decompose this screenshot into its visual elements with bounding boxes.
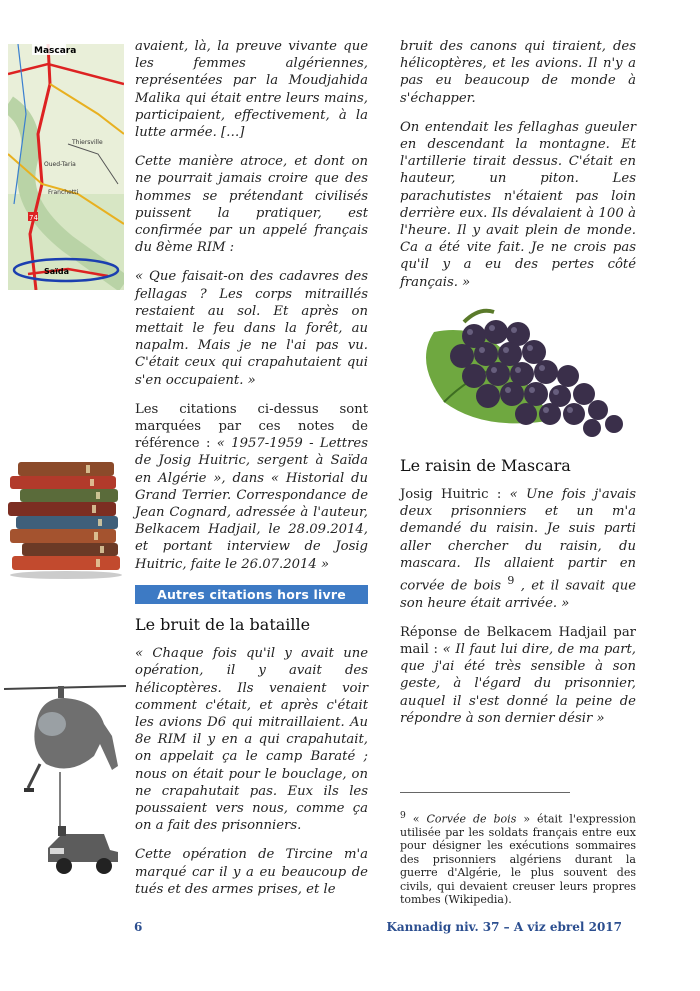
footnote-open-quote: «	[405, 812, 427, 826]
column-left	[135, 38, 368, 910]
col2-paragraph-2: On entendait les fellaghas gueuler en descendant la montagne. Et l'artillerie tirait dessus. C'était en hauteur, un piton. Les parachutistes n'étaient pas loin derrière eux. Ils dévalaient à 100 à l'heure. Il y avait plein de monde. Ca a été vite fait. Je ne crois pas qu'il y a eu des pertes côté français. »	[400, 119, 636, 290]
map-city-mascara: Mascara	[34, 46, 77, 56]
heading-raisin-mascara: Le raisin de Mascara	[400, 455, 571, 475]
col2-huitric-text: « Une fois j'avais deux prisonniers et un m'a demandé du raisin. Je suis parti aller chercher du raisin, du mascara. Ils allaient partir en corvée de bois	[400, 487, 636, 594]
col1-quote-operation: « Chaque fois qu'il y avait une opération, il y avait des hélicoptères. Ils venaient voir comment c'était, et après c'était les avions D6 qui mitraillaient. Au 8e RIM il y en a qui crapahutait, on appelait ça le camp Baraté ; nous on était pour le bouclage, on ne crapahutait pas. Eux ils les poussaient vers nous, comme ça on a fait des prisonniers.	[135, 646, 368, 834]
col2-paragraph-1: bruit des canons qui tiraient, des hélicoptères, et les avions. Il n'y a pas eu beaucoup de monde à s'échapper.	[400, 39, 636, 106]
heading-bruit-bataille: Le bruit de la bataille	[135, 614, 311, 634]
footnote-ref[interactable]: 9	[507, 574, 515, 588]
footnote-term: Corvée de bois	[426, 812, 517, 826]
column-right	[400, 38, 636, 739]
col1-quote-tircine: Cette opération de Tircine m'a marqué car il y a eu beaucoup de tués et des armes prises, et le	[135, 847, 368, 897]
col1-references-detail: « 1957-1959 - Lettres de Josig Huitric, sergent à Saïda en Algérie », dans « Historial du Grand Terrier. Correspondance de Jean Cognard, adressée à l'auteur, Belkacem Hadjail, le 28.09.2014, et portant interview de Josig Huitric, faite le 26.07.2014 »	[135, 436, 368, 572]
section-banner: Autres citations hors livre	[135, 585, 368, 604]
col1-quote-napalm: « Que faisait-on des cadavres des fellagas ? Les corps mitraillés restaient au sol. Et après on mettait le feu dans la forêt, au napalm. Mais je ne l'ai pas vu. C'était ceux qui crapahutaient qui s'en occupaient. »	[135, 269, 368, 388]
map-image	[8, 44, 124, 290]
col2-hadjail-intro: Réponse de Belkacem Hadjail par mail :	[400, 624, 636, 658]
map-label-oued-taria: Oued-Taria	[44, 161, 76, 168]
footnote-text: » était l'expression utilisée par les soldats français entre eux pour désigner les exécutions sommaires des prisonniers algériens durant la guerre d'Algérie, le plus souvent des civils, qui devaient creuser leurs propres tombes (Wikipedia).	[400, 812, 636, 907]
footnote-divider	[400, 792, 570, 793]
col2-hadjail-reply	[400, 624, 636, 727]
footnote-number: 9	[400, 810, 406, 821]
map-road-74: 74	[29, 214, 38, 222]
books-image	[6, 462, 126, 580]
footnote	[400, 809, 636, 907]
col1-references	[135, 401, 368, 573]
col1-paragraph-1: avaient, là, la preuve vivante que les femmes algériennes, représentées par la Moudjahida Malika qui était entre leurs mains, participaient, effectivement, à la lutte armée. […]	[135, 39, 368, 141]
page-number: 6	[134, 920, 143, 934]
col1-references-intro: Les citations ci-dessus sont marquées par ces notes de référence :	[135, 401, 368, 452]
map-label-thiersville: Thiersville	[72, 139, 103, 146]
journal-title: Kannadig niv. 37 – A viz ebrel 2017	[386, 920, 622, 934]
grapes-spacer	[400, 303, 636, 455]
map-city-saida: Saïda	[44, 267, 70, 276]
col2-huitric-quote	[400, 486, 636, 612]
col2-huitric-end: , et il savait que son heure était arrivée. »	[400, 578, 636, 611]
col1-paragraph-2: Cette manière atroce, et dont on ne pourrait jamais croire que des hommes se prétendant civilisés puissent la pratiquer, est confirmée par un appelé français du 8ème RIM :	[135, 154, 368, 256]
helicopter-image	[0, 684, 128, 884]
col2-huitric-name: Josig Huitric :	[400, 487, 502, 503]
map-label-franchetti: Franchetti	[48, 189, 79, 196]
col2-hadjail-text: « Il faut lui dire, de ma part, que j'ai été très sensible à son geste, à l'égard du prisonnier, auquel il s'est donné la peine de répondre à son dernier désir »	[400, 642, 636, 726]
